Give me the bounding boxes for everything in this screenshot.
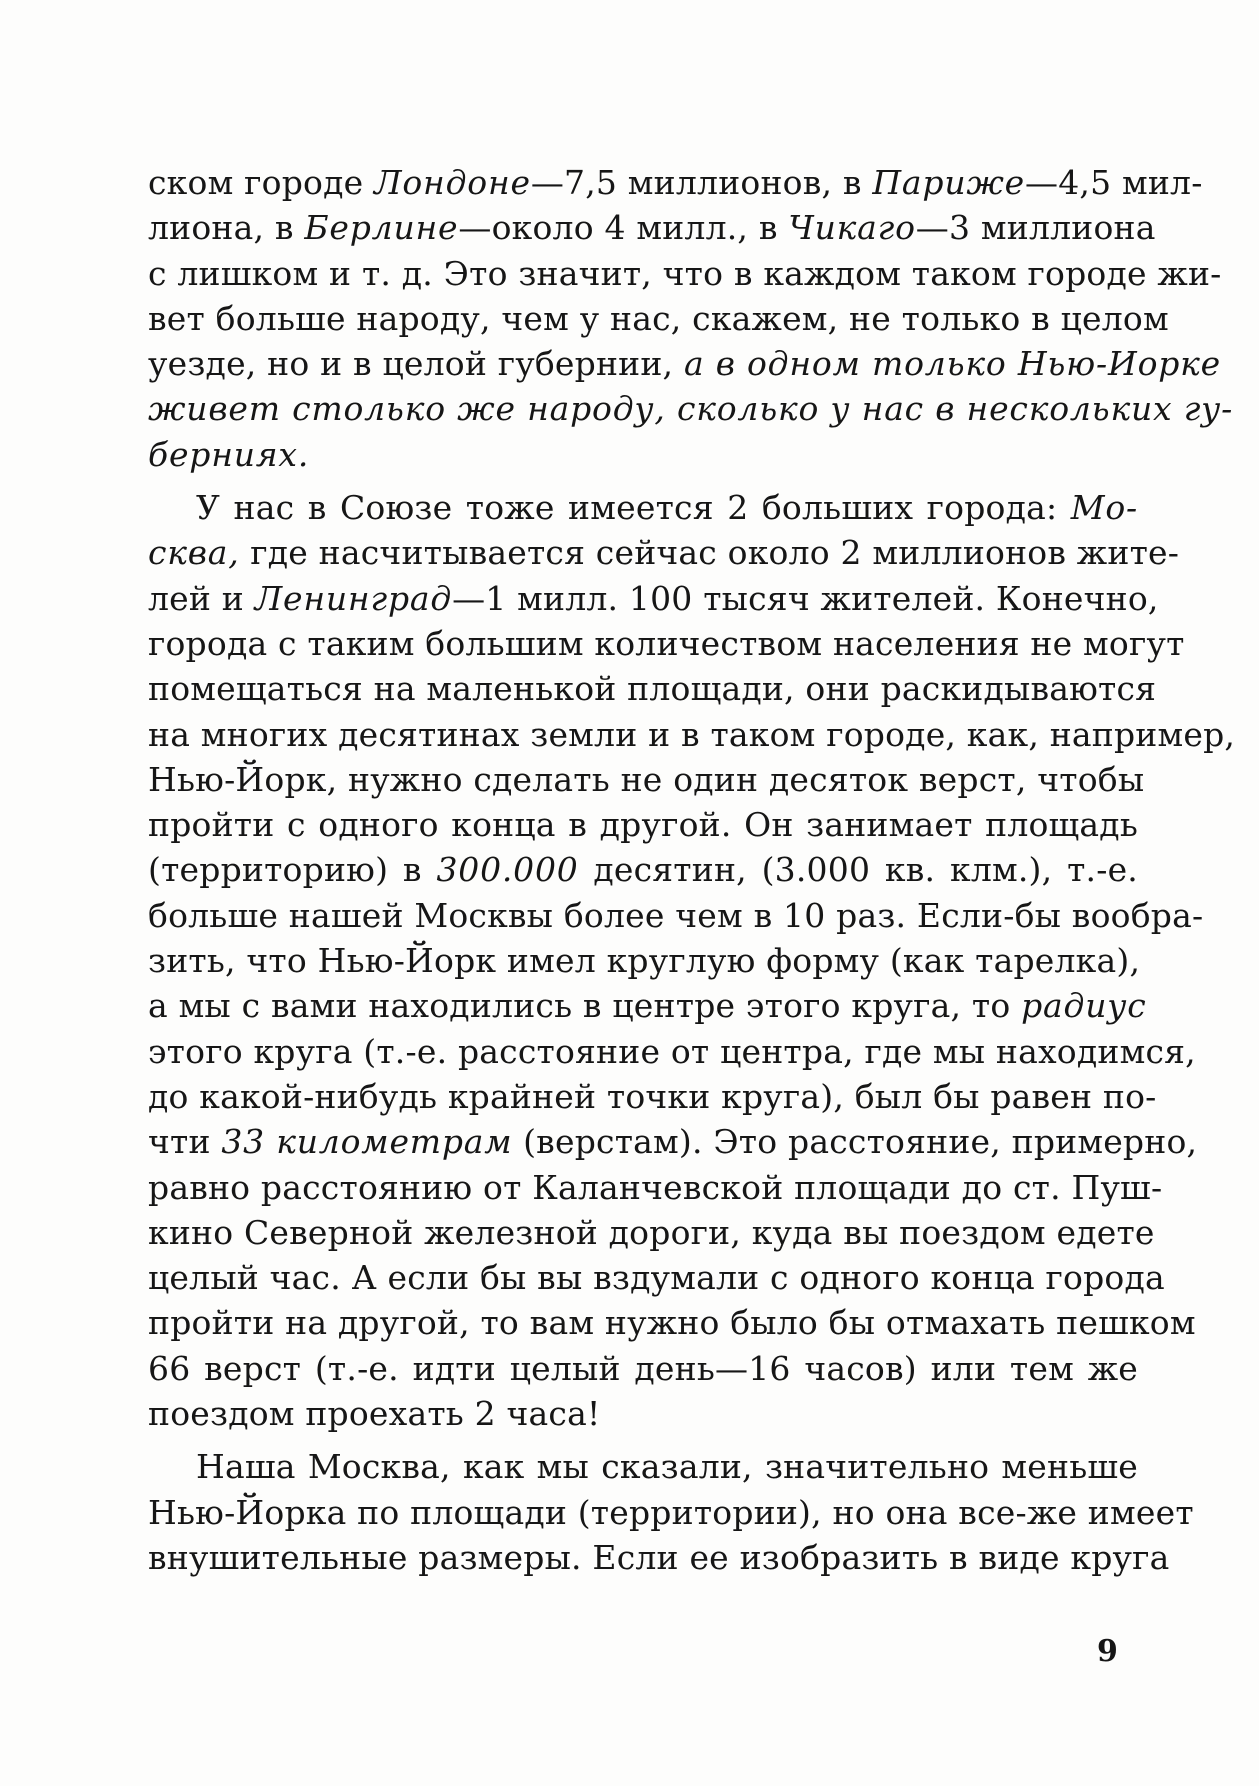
text-run: до какой-нибудь крайней точки круга), был бы равен по- bbox=[148, 1076, 1157, 1116]
text-line bbox=[148, 386, 1234, 431]
text-line bbox=[148, 296, 1169, 341]
text-run: —3 миллиона bbox=[915, 208, 1156, 248]
paragraph bbox=[148, 1444, 1194, 1580]
text-run: этого круга (т.-е. расстояние от центра, где мы находимся, bbox=[148, 1031, 1196, 1071]
text-line bbox=[148, 938, 1141, 983]
text-run: где насчитывается сейчас около 2 миллионов жите- bbox=[239, 533, 1180, 573]
italic-run: сква, bbox=[148, 533, 240, 573]
paragraph bbox=[148, 160, 1234, 477]
text-run: вет больше народу, чем у нас, скажем, не только в целом bbox=[148, 298, 1169, 338]
paragraph-gap bbox=[148, 1436, 1138, 1444]
text-run: поездом проехать 2 часа! bbox=[148, 1394, 601, 1434]
text-line bbox=[148, 530, 1180, 575]
text-line bbox=[148, 666, 1157, 711]
text-line bbox=[148, 847, 1138, 892]
text-run: (территорию) в bbox=[148, 850, 437, 890]
text-run: Нью-Йорка по площади (территории), но она все-же имеет bbox=[148, 1492, 1194, 1532]
text-run: —7,5 миллионов, в bbox=[530, 163, 873, 202]
text-run: целый час. А если бы вы вздумали с одного конца города bbox=[148, 1258, 1165, 1298]
text-run: на многих десятинах земли и в таком городе, как, например, bbox=[148, 714, 1236, 754]
text-line bbox=[148, 205, 1156, 250]
text-run: десятин, (3.000 кв. клм.), т.-е. bbox=[578, 850, 1138, 890]
text-run: ском городе bbox=[148, 163, 375, 202]
text-line bbox=[148, 621, 1185, 666]
text-run: уезде, но и в целой губернии, bbox=[148, 344, 684, 384]
text-run: Нью-Йорк, нужно сделать не один десяток верст, чтобы bbox=[148, 759, 1145, 799]
text-line bbox=[148, 802, 1138, 847]
text-run: У нас в Союзе тоже имеется 2 больших города: bbox=[196, 488, 1071, 528]
text-run: Наша Москва, как мы сказали, значительно меньше bbox=[196, 1447, 1138, 1487]
text-line bbox=[148, 1119, 1198, 1164]
paragraph bbox=[148, 485, 1236, 1436]
text-run: чти bbox=[148, 1122, 222, 1162]
text-run: с лишком и т. д. Это значит, что в каждом таком городе жи- bbox=[148, 253, 1222, 293]
italic-run: Париже bbox=[872, 163, 1026, 202]
page-number: 9 bbox=[1097, 1634, 1118, 1669]
text-run: пройти на другой, то вам нужно было бы отмахать пешком bbox=[148, 1303, 1196, 1343]
text-run: кино Северной железной дороги, куда вы поездом едете bbox=[148, 1212, 1155, 1252]
text-run: лей и bbox=[148, 578, 255, 618]
italic-run: Берлине bbox=[304, 208, 459, 248]
italic-run: а в одном только Нью-Иорке bbox=[683, 344, 1221, 384]
text-line bbox=[148, 1165, 1163, 1210]
italic-run: 300.000 bbox=[436, 850, 579, 890]
text-line bbox=[148, 983, 1147, 1028]
italic-run: Ленинград bbox=[254, 578, 453, 618]
text-run: а мы с вами находились в центре этого круга, то bbox=[148, 986, 1022, 1026]
italic-run: живет столько же народу, сколько у нас в нескольких гу- bbox=[148, 389, 1234, 429]
italic-run: Лондоне bbox=[374, 163, 531, 202]
text-run: пройти с одного конца в другой. Он занимает площадь bbox=[148, 805, 1138, 845]
italic-run: радиус bbox=[1021, 986, 1147, 1026]
text-run: —4,5 мил- bbox=[1025, 163, 1203, 202]
body-text bbox=[148, 160, 1236, 1580]
italic-run: берниях. bbox=[148, 434, 310, 474]
text-line bbox=[148, 1074, 1157, 1119]
text-line bbox=[148, 1535, 1170, 1580]
text-run: больше нашей Москвы более чем в 10 раз. Если-бы вообра- bbox=[148, 895, 1204, 935]
text-line bbox=[148, 1300, 1196, 1345]
text-run: 66 верст (т.-е. идти целый день—16 часов) или тем же bbox=[148, 1348, 1138, 1388]
text-line bbox=[148, 341, 1221, 386]
text-line bbox=[148, 432, 1138, 477]
text-run: равно расстоянию от Каланчевской площади до ст. Пуш- bbox=[148, 1167, 1163, 1207]
text-line bbox=[148, 1391, 1138, 1436]
text-line bbox=[148, 576, 1159, 621]
italic-run: 33 километрам bbox=[221, 1122, 513, 1162]
text-run: зить, что Нью-Йорк имел круглую форму (как тарелка), bbox=[148, 941, 1141, 981]
text-line bbox=[148, 1346, 1138, 1391]
text-line bbox=[148, 1444, 1138, 1489]
text-line bbox=[148, 251, 1222, 296]
text-line bbox=[148, 757, 1145, 802]
text-line bbox=[148, 1210, 1155, 1255]
text-run: города с таким большим количеством населения не могут bbox=[148, 623, 1185, 663]
paragraph-gap bbox=[148, 477, 1138, 485]
text-run: —1 милл. 100 тысяч жителей. Конечно, bbox=[452, 578, 1159, 618]
text-line bbox=[148, 1029, 1196, 1074]
italic-run: Чикаго bbox=[788, 208, 916, 248]
text-line bbox=[148, 1490, 1194, 1535]
text-line bbox=[148, 485, 1138, 530]
text-run: (верстам). Это расстояние, примерно, bbox=[512, 1122, 1198, 1162]
text-line bbox=[148, 160, 1203, 205]
text-run: лиона, в bbox=[148, 208, 305, 248]
text-line bbox=[148, 893, 1204, 938]
italic-run: Мо- bbox=[1070, 488, 1138, 528]
text-run: помещаться на маленькой площади, они раскидываются bbox=[148, 669, 1157, 709]
text-run: —около 4 милл., в bbox=[458, 208, 789, 248]
text-line bbox=[148, 712, 1236, 757]
text-line bbox=[148, 1255, 1165, 1300]
text-run: внушительные размеры. Если ее изобразить в виде круга bbox=[148, 1537, 1170, 1577]
